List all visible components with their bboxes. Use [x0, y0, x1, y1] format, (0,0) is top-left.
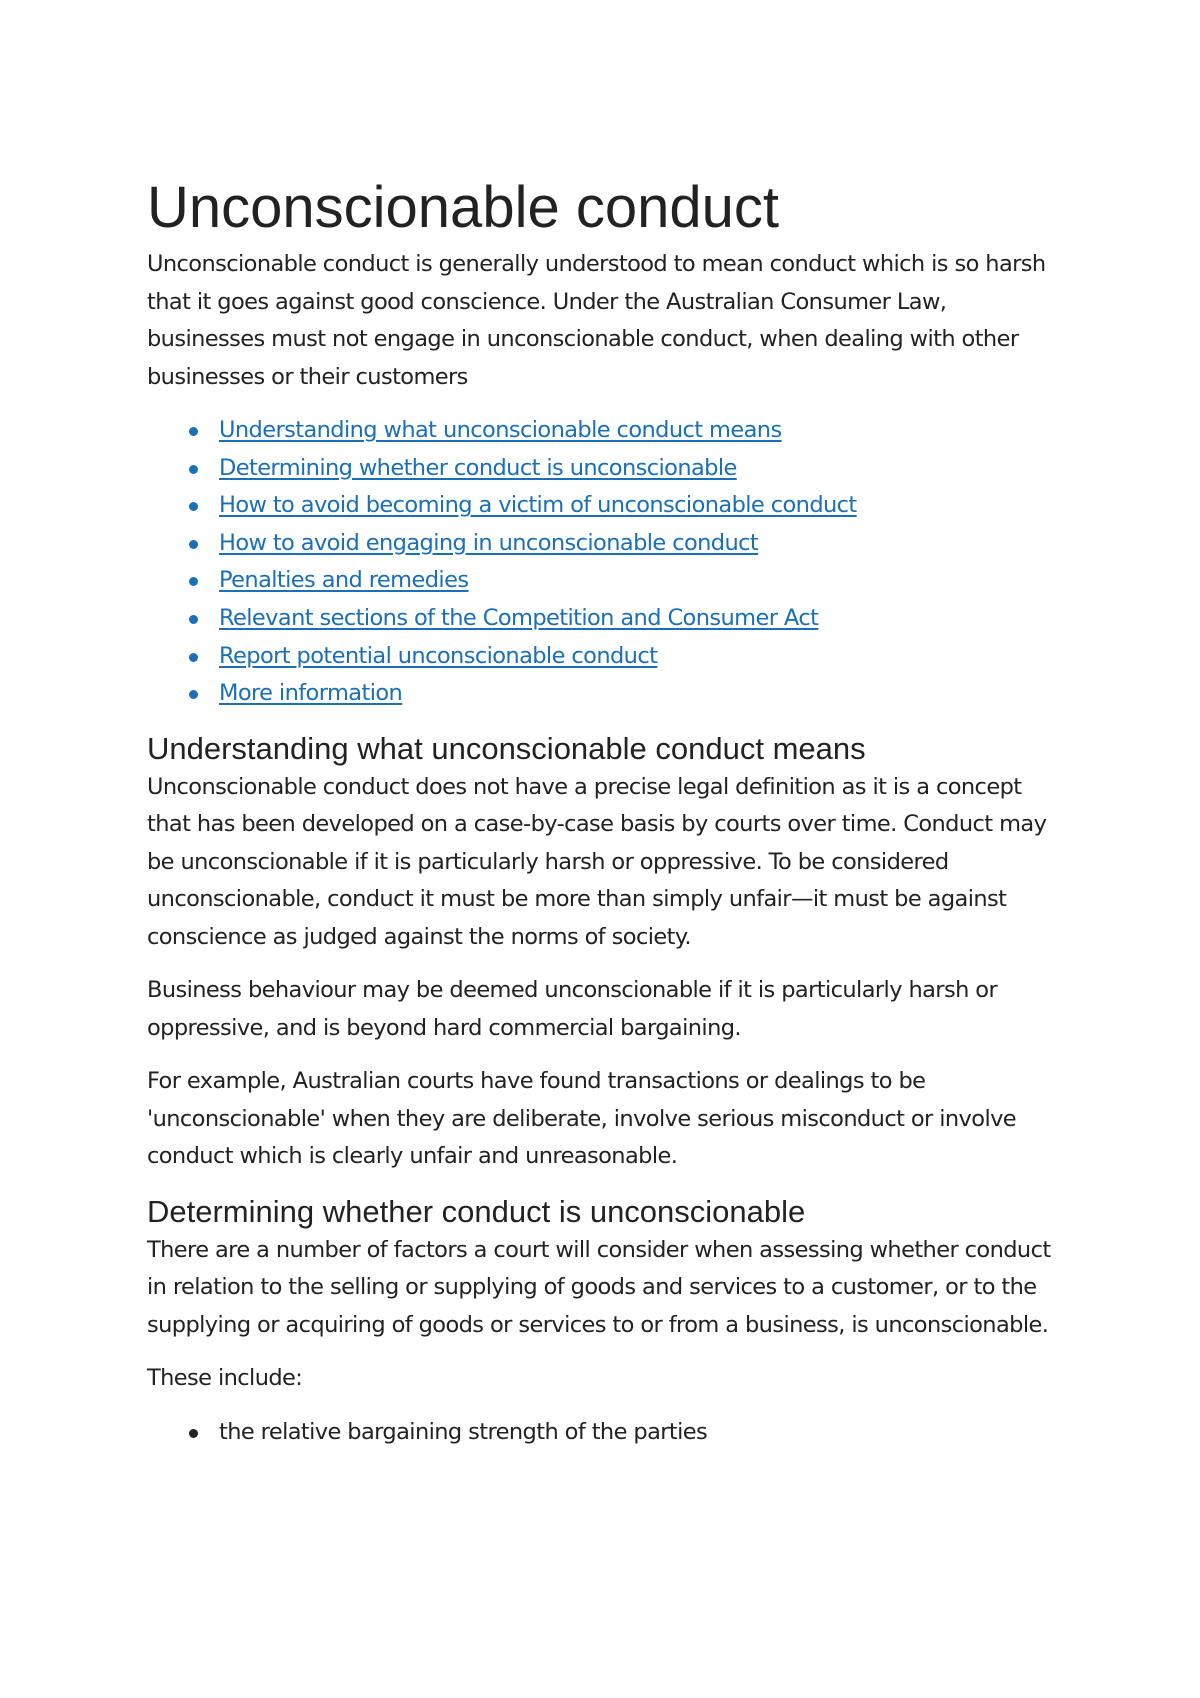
bullet-icon: [189, 1429, 198, 1438]
toc-item: [147, 638, 1067, 676]
section-paragraph: Unconscionable conduct does not have a precise legal definition as it is a concept that has been developed on a case-by-case basis by courts over time. Conduct may be unconscionable if it is particularly harsh or oppressive. To be considered unconscionable, conduct it must be more than simply unfair—it must be against conscience as judged against the norms of society.: [147, 773, 1047, 950]
toc-link-relevant-sections[interactable]: Relevant sections of the Competition and Consumer Act: [219, 604, 819, 631]
factor-text: the relative bargaining strength of the parties: [219, 1418, 708, 1445]
bullet-icon: [189, 502, 198, 511]
page-title: Unconscionable conduct: [147, 175, 779, 240]
toc-item: [147, 562, 1067, 600]
bullet-icon: [189, 690, 198, 699]
toc-item: [147, 525, 1067, 563]
toc-link-penalties[interactable]: Penalties and remedies: [219, 567, 469, 594]
document-page: [147, 172, 1067, 1467]
toc-item: [147, 450, 1067, 488]
list-item: [147, 1414, 1067, 1452]
toc-link-report[interactable]: Report potential unconscionable conduct: [219, 642, 658, 669]
toc-link-more-info[interactable]: More information: [219, 680, 403, 707]
table-of-contents: [147, 412, 1067, 713]
bullet-icon: [189, 465, 198, 474]
bullet-icon: [189, 427, 198, 436]
toc-link-avoid-victim[interactable]: How to avoid becoming a victim of unconscionable conduct: [219, 492, 857, 519]
toc-link-avoid-engaging[interactable]: How to avoid engaging in unconscionable conduct: [219, 529, 759, 556]
section-paragraph: Business behaviour may be deemed unconscionable if it is particularly harsh or oppressive, and is beyond hard commercial bargaining.: [147, 977, 998, 1041]
toc-item: [147, 675, 1067, 713]
section-paragraph: There are a number of factors a court will consider when assessing whether conduct in relation to the selling or supplying of goods and services to a customer, or to the supplying or acquiring of goods or services to or from a business, is unconscionable.: [147, 1236, 1051, 1338]
factors-list: [147, 1414, 1067, 1452]
toc-item: [147, 412, 1067, 450]
bullet-icon: [189, 577, 198, 586]
bullet-icon: [189, 540, 198, 549]
bullet-icon: [189, 653, 198, 662]
toc-item: [147, 600, 1067, 638]
section-paragraph: For example, Australian courts have found transactions or dealings to be 'unconscionable' when they are deliberate, involve serious misconduct or involve conduct which is clearly unfair and unreasonable.: [147, 1068, 1017, 1170]
toc-item: [147, 487, 1067, 525]
section-paragraph: These include:: [147, 1365, 303, 1392]
intro-paragraph: Unconscionable conduct is generally understood to mean conduct which is so harsh that it goes against good conscience. Under the Australian Consumer Law, businesses must not engage in unconscionable conduct, when dealing with other businesses or their customers: [147, 251, 1046, 390]
section-heading-determining: Determining whether conduct is unconscionable: [147, 1193, 806, 1229]
section-heading-understanding: Understanding what unconscionable conduct means: [147, 730, 866, 766]
toc-link-understanding[interactable]: Understanding what unconscionable conduct means: [219, 417, 782, 443]
bullet-icon: [189, 615, 198, 624]
toc-link-determining[interactable]: Determining whether conduct is unconscionable: [219, 454, 737, 481]
